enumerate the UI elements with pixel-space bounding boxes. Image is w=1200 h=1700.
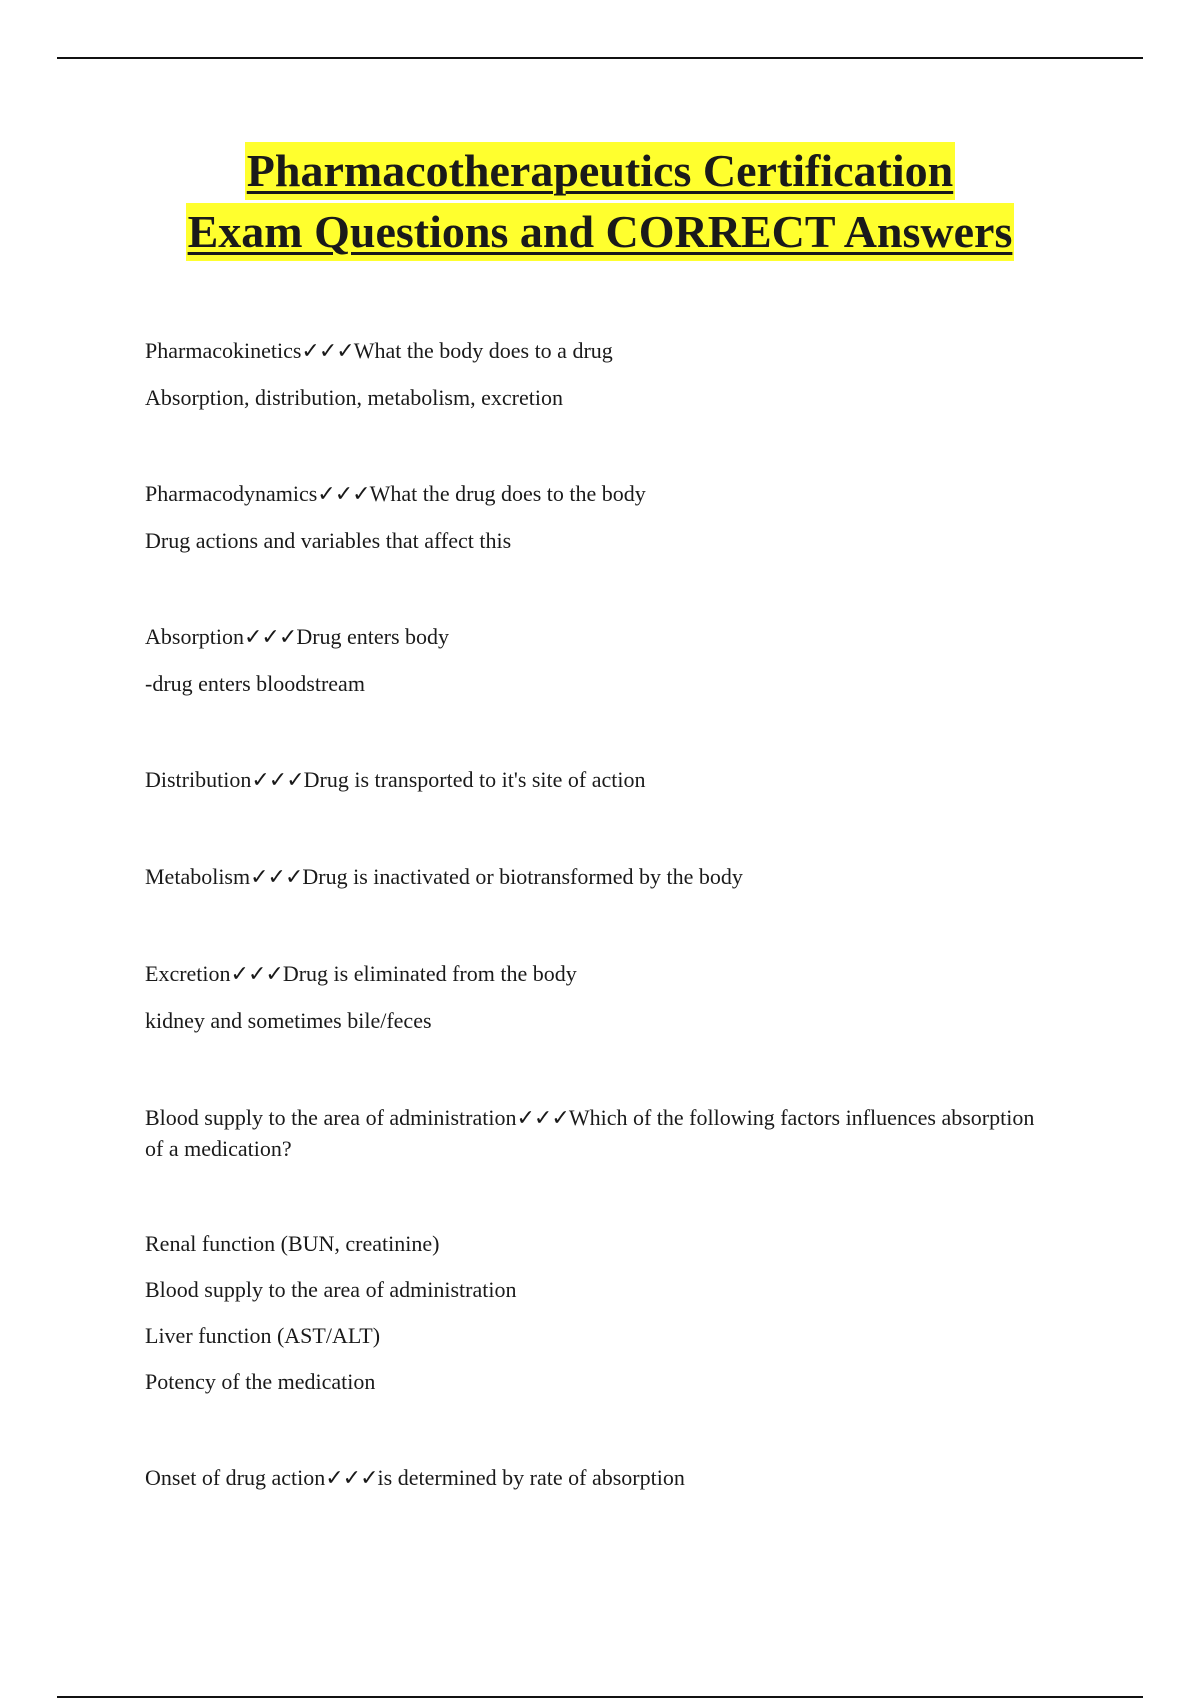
qa-entry xyxy=(145,951,1045,1044)
answer-options xyxy=(145,1221,1045,1405)
checkmark-icon: ✓✓✓ xyxy=(251,768,304,793)
qa-entry xyxy=(145,854,1045,901)
question-line xyxy=(145,1455,1045,1502)
definition: Drug enters body xyxy=(296,624,450,649)
title-line-2: Exam Questions and CORRECT Answers xyxy=(186,203,1015,261)
term: Distribution xyxy=(145,767,252,792)
definition: What the drug does to the body xyxy=(369,481,646,506)
qa-entry xyxy=(145,614,1045,707)
document-title xyxy=(0,142,1200,264)
qa-entry xyxy=(145,1455,1045,1502)
definition: Drug is inactivated or biotransformed by the body xyxy=(302,864,743,889)
qa-list xyxy=(145,328,1045,1552)
option-item: Renal function (BUN, creatinine) xyxy=(145,1231,440,1256)
question-line xyxy=(145,757,1045,804)
option-item: Blood supply to the area of administration xyxy=(145,1277,517,1302)
qa-entry xyxy=(145,757,1045,804)
qa-entry xyxy=(145,1094,1045,1405)
answer-detail: Drug actions and variables that affect this xyxy=(145,528,512,553)
definition: Drug is eliminated from the body xyxy=(282,961,577,986)
term: Absorption xyxy=(145,624,244,649)
option-item: Liver function (AST/ALT) xyxy=(145,1323,381,1348)
answer-detail: kidney and sometimes bile/feces xyxy=(145,1008,432,1033)
definition: Drug is transported to it's site of action xyxy=(303,767,646,792)
checkmark-icon: ✓✓✓ xyxy=(516,1106,569,1131)
question-line xyxy=(145,614,1045,661)
checkmark-icon: ✓✓✓ xyxy=(244,625,297,650)
qa-entry xyxy=(145,471,1045,564)
definition: What the body does to a drug xyxy=(353,338,613,363)
checkmark-icon: ✓✓✓ xyxy=(250,865,303,890)
term: Pharmacodynamics xyxy=(145,481,318,506)
checkmark-icon: ✓✓✓ xyxy=(317,482,370,507)
term: Metabolism xyxy=(145,864,251,889)
term: Onset of drug action xyxy=(145,1465,326,1490)
answer-detail: Absorption, distribution, metabolism, excretion xyxy=(145,385,563,410)
question-line xyxy=(145,1094,1045,1171)
term: Pharmacokinetics xyxy=(145,338,302,363)
term: Excretion xyxy=(145,961,231,986)
top-rule xyxy=(57,57,1143,59)
bottom-rule xyxy=(57,1696,1143,1698)
question-line xyxy=(145,471,1045,518)
question-line xyxy=(145,951,1045,998)
definition: Which of the following factors influences absorption of a medication? xyxy=(145,1105,1035,1161)
term: Blood supply to the area of administration xyxy=(145,1105,517,1130)
title-line-1: Pharmacotherapeutics Certification xyxy=(245,142,955,200)
qa-entry xyxy=(145,328,1045,421)
question-line xyxy=(145,328,1045,375)
answer-detail: -drug enters bloodstream xyxy=(145,671,365,696)
question-line xyxy=(145,854,1045,901)
checkmark-icon: ✓✓✓ xyxy=(230,962,283,987)
option-item: Potency of the medication xyxy=(145,1369,376,1394)
definition: is determined by rate of absorption xyxy=(377,1465,685,1490)
checkmark-icon: ✓✓✓ xyxy=(325,1466,378,1491)
checkmark-icon: ✓✓✓ xyxy=(301,339,354,364)
